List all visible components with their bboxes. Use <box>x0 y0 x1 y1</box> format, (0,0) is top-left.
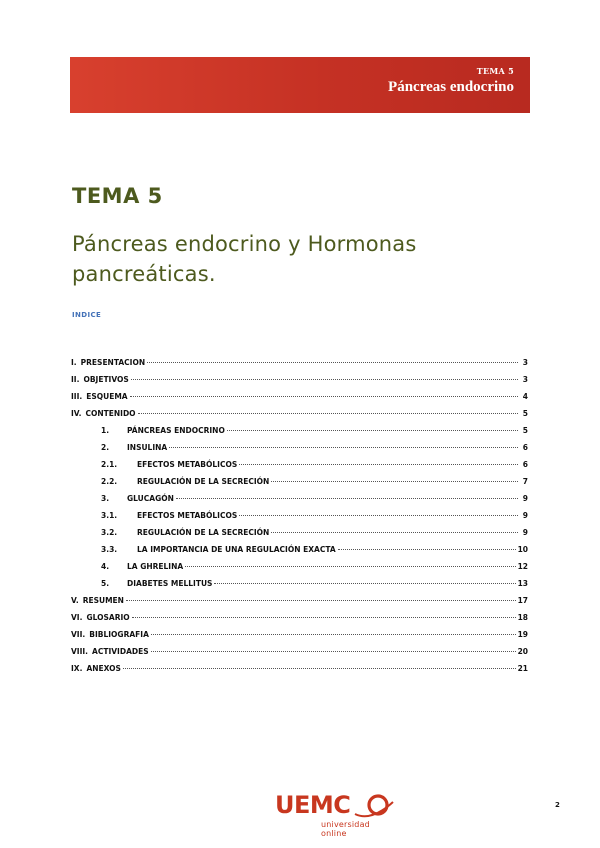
toc-dot-leader <box>271 481 518 482</box>
toc-entry-label: ANEXOS <box>86 664 121 673</box>
toc-entry-page: 21 <box>517 664 528 673</box>
toc-entry[interactable] <box>71 358 528 375</box>
toc-entry[interactable] <box>71 545 528 562</box>
toc-entry[interactable] <box>71 579 528 596</box>
toc-entry[interactable] <box>71 613 528 630</box>
toc-entry-number: IX. <box>71 664 83 673</box>
toc-entry-page: 5 <box>522 426 528 435</box>
toc-entry[interactable] <box>71 511 528 528</box>
toc-entry-number: IV. <box>71 409 82 418</box>
toc-entry[interactable] <box>71 375 528 392</box>
toc-entry-number: VI. <box>71 613 83 622</box>
toc-entry-number: 3. <box>101 494 110 503</box>
tema-heading: TEMA 5 <box>72 184 163 208</box>
logo-text: UEMC <box>275 791 351 819</box>
toc-entry-label: OBJETIVOS <box>83 375 129 384</box>
toc-entry-page: 10 <box>517 545 528 554</box>
toc-entry-label: PRESENTACION <box>80 358 146 367</box>
toc-entry-label: EFECTOS METABÓLICOS <box>137 511 238 520</box>
toc-entry-page: 9 <box>522 511 528 520</box>
toc-entry-page: 9 <box>522 528 528 537</box>
toc-entry-label: LA IMPORTANCIA DE UNA REGULACIÓN EXACTA <box>137 545 336 554</box>
toc-entry-number: 3.1. <box>101 511 118 520</box>
toc-entry-label: REGULACIÓN DE LA SECRECIÓN <box>137 528 270 537</box>
toc-dot-leader <box>147 362 518 363</box>
toc-entry-label: RESUMEN <box>82 596 124 605</box>
toc-entry-number: 4. <box>101 562 110 571</box>
toc-entry[interactable] <box>71 630 528 647</box>
toc-entry-label: BIBLIOGRAFIA <box>89 630 149 639</box>
toc-entry-label: DIABETES MELLITUS <box>127 579 213 588</box>
logo-subtitle: universidad online <box>321 820 370 838</box>
toc-entry-label: LA GHRELINA <box>127 562 184 571</box>
toc-entry-label: INSULINA <box>127 443 168 452</box>
page-number: 2 <box>555 801 560 809</box>
toc-dot-leader <box>227 430 518 431</box>
toc-entry-label: REGULACIÓN DE LA SECRECIÓN <box>137 477 270 486</box>
table-of-contents <box>71 358 528 681</box>
logo-swoosh-icon <box>351 792 397 820</box>
toc-entry-label: ACTIVIDADES <box>92 647 149 656</box>
toc-entry-number: 2. <box>101 443 110 452</box>
toc-entry[interactable] <box>71 596 528 613</box>
toc-entry-number: 1. <box>101 426 110 435</box>
toc-entry-page: 9 <box>522 494 528 503</box>
toc-entry-page: 6 <box>522 460 528 469</box>
toc-entry[interactable] <box>71 664 528 681</box>
toc-entry-number: II. <box>71 375 80 384</box>
toc-entry-number: 3.3. <box>101 545 118 554</box>
toc-dot-leader <box>176 498 518 499</box>
toc-entry-page: 12 <box>517 562 528 571</box>
toc-entry-number: VII. <box>71 630 86 639</box>
uemc-logo <box>275 791 397 838</box>
toc-entry-number: 2.2. <box>101 477 118 486</box>
toc-entry-label: GLOSARIO <box>86 613 130 622</box>
toc-entry-label: EFECTOS METABÓLICOS <box>137 460 238 469</box>
toc-entry-number: III. <box>71 392 83 401</box>
toc-entry[interactable] <box>71 460 528 477</box>
toc-dot-leader <box>338 549 516 550</box>
toc-entry-page: 5 <box>522 409 528 418</box>
toc-dot-leader <box>138 413 518 414</box>
toc-entry-number: 5. <box>101 579 110 588</box>
toc-entry-page: 19 <box>517 630 528 639</box>
toc-dot-leader <box>123 668 516 669</box>
toc-entry-page: 20 <box>517 647 528 656</box>
toc-entry-page: 17 <box>517 596 528 605</box>
header-tema: TEMA 5 <box>476 66 514 76</box>
toc-entry-label: PÁNCREAS ENDOCRINO <box>127 426 225 435</box>
header-band <box>70 57 530 113</box>
toc-entry-number: I. <box>71 358 77 367</box>
toc-dot-leader <box>130 396 518 397</box>
toc-dot-leader <box>126 600 516 601</box>
toc-dot-leader <box>214 583 515 584</box>
toc-dot-leader <box>239 464 518 465</box>
toc-entry[interactable] <box>71 477 528 494</box>
toc-entry[interactable] <box>71 647 528 664</box>
toc-entry[interactable] <box>71 426 528 443</box>
toc-entry-page: 13 <box>517 579 528 588</box>
toc-entry-label: ESQUEMA <box>86 392 128 401</box>
toc-entry-number: 3.2. <box>101 528 118 537</box>
toc-entry[interactable] <box>71 443 528 460</box>
toc-entry[interactable] <box>71 528 528 545</box>
toc-entry-page: 6 <box>522 443 528 452</box>
toc-dot-leader <box>131 379 518 380</box>
toc-entry-number: 2.1. <box>101 460 118 469</box>
toc-entry-page: 7 <box>522 477 528 486</box>
toc-entry-label: CONTENIDO <box>85 409 136 418</box>
toc-dot-leader <box>185 566 515 567</box>
indice-heading: INDICE <box>72 311 102 319</box>
document-title: Páncreas endocrino y Hormonas pancreáticas. <box>72 232 417 286</box>
toc-dot-leader <box>271 532 518 533</box>
toc-entry-label: GLUCAGÓN <box>127 494 174 503</box>
toc-entry[interactable] <box>71 562 528 579</box>
toc-entry-number: VIII. <box>71 647 89 656</box>
toc-entry-page: 3 <box>522 375 528 384</box>
toc-entry-page: 18 <box>517 613 528 622</box>
toc-dot-leader <box>169 447 518 448</box>
toc-entry-page: 4 <box>522 392 528 401</box>
header-title: Páncreas endocrino <box>388 79 514 95</box>
toc-entry-page: 3 <box>522 358 528 367</box>
toc-entry[interactable] <box>71 494 528 511</box>
toc-dot-leader <box>151 651 516 652</box>
toc-dot-leader <box>239 515 518 516</box>
toc-entry-number: V. <box>71 596 79 605</box>
toc-entry[interactable] <box>71 392 528 409</box>
toc-dot-leader <box>132 617 516 618</box>
toc-dot-leader <box>151 634 516 635</box>
toc-entry[interactable] <box>71 409 528 426</box>
